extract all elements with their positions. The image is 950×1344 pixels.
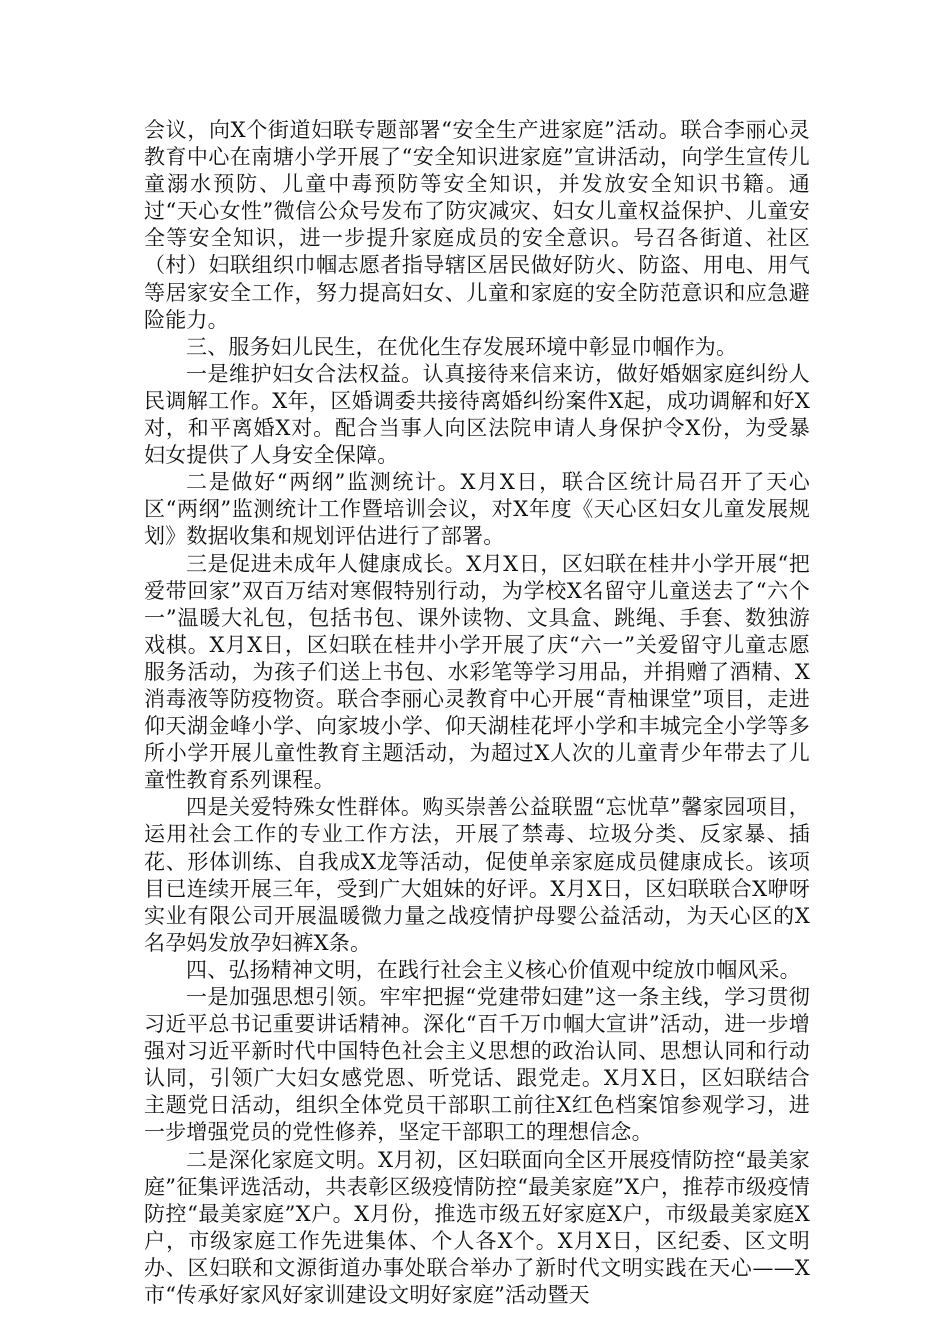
paragraph-monitoring: 二是做好“两纲”监测统计。X月X日，联合区统计局召开了天心区“两纲”监测统计工作暨培训会议，对X年度《天心区妇女儿童发展规划》数据收集和规划评估进行了部署。 — [144, 470, 810, 549]
paragraph-special-groups: 四是关爱特殊女性群体。购买崇善公益联盟“忘忧草”馨家园项目，运用社会工作的专业工作方法，开展了禁毒、垃圾分类、反家暴、插花、形体训练、自我成X龙等活动，促使单亲家庭成员健康成长。该项目已连续开展三年，受到广大姐妹的好评。X月X日，区妇联联合X咿呀实业有限公司开展温暖微力量之战疫情护母婴公益活动，为天心区的X名孕妈发放孕妇裤X条。 — [144, 795, 810, 955]
paragraph-rights: 一是维护妇女合法权益。认真接待来信来访，做好婚姻家庭纠纷人民调解工作。X年，区婚调委共接待离婚纠纷案件X起，成功调解和好X对，和平离婚X对。配合当事人向区法院申请人身保护令X份，为受暴妇女提供了人身安全保障。 — [144, 361, 810, 468]
document-body — [144, 117, 810, 1309]
paragraph-family-civilization: 二是深化家庭文明。X月初，区妇联面向全区开展疫情防控“最美家庭”征集评选活动，共表彰区级疫情防控“最美家庭”X户，推荐市级疫情防控“最美家庭”X户。X月份，推选市级五好家庭X户，市级最美家庭X户，市级家庭工作先进集体、个人各X个。X月X日，区纪委、区文明办、区妇联和文源街道办事处联合举办了新时代文明实践在天心——X市“传承好家风好家训建设文明好家庭”活动暨天 — [144, 1147, 810, 1308]
paragraph-safety-continued: 会议，向X个街道妇联专题部署“安全生产进家庭”活动。联合李丽心灵教育中心在南塘小学开展了“安全知识进家庭”宣讲活动，向学生宣传儿童溺水预防、儿童中毒预防等安全知识，并发放安全知识书籍。通过“天心女性”微信公众号发布了防灾减灾、妇女儿童权益保护、儿童安全等安全知识，进一步提升家庭成员的安全意识。号召各街道、社区（村）妇联组织巾帼志愿者指导辖区居民做好防火、防盗、用电、用气等居家安全工作，努力提高妇女、儿童和家庭的安全防范意识和应急避险能力。 — [144, 118, 810, 332]
section-heading-4: 四、弘扬精神文明，在践行社会主义核心价值观中绽放巾帼风采。 — [186, 957, 801, 982]
paragraph-ideology: 一是加强思想引领。牢牢把握“党建带妇建”这一条主线，学习贯彻习近平总书记重要讲话精神。深化“百千万巾帼大宣讲”活动，进一步增强对习近平新时代中国特色社会主义思想的政治认同、思想认同和行动认同，引领广大妇女感党恩、听党话、跟党走。X月X日，区妇联结合主题党日活动，组织全体党员干部职工前往X红色档案馆参观学习，进一步增强党员的党性修养，坚定干部职工的理想信念。 — [144, 985, 810, 1145]
section-heading-3: 三、服务妇儿民生，在优化生存发展环境中彰显巾帼作为。 — [186, 334, 738, 359]
paragraph-minors: 三是促进未成年人健康成长。X月X日，区妇联在桂井小学开展“把爱带回家”双百万结对寒假特别行动，为学校X名留守儿童送去了“六个一”温暖大礼包，包括书包、课外读物、文具盒、跳绳、手套、数独游戏棋。X月X日，区妇联在桂井小学开展了庆“六一”关爱留守儿童志愿服务活动，为孩子们送上书包、水彩笔等学习用品，并捐赠了酒精、X消毒液等防疫物资。联合李丽心灵教育中心开展“青柚课堂”项目，走进仰天湖金峰小学、向家坡小学、仰天湖桂花坪小学和丰城完全小学等多所小学开展儿童性教育主题活动，为超过X人次的儿童青少年带去了儿童性教育系列课程。 — [144, 551, 810, 793]
